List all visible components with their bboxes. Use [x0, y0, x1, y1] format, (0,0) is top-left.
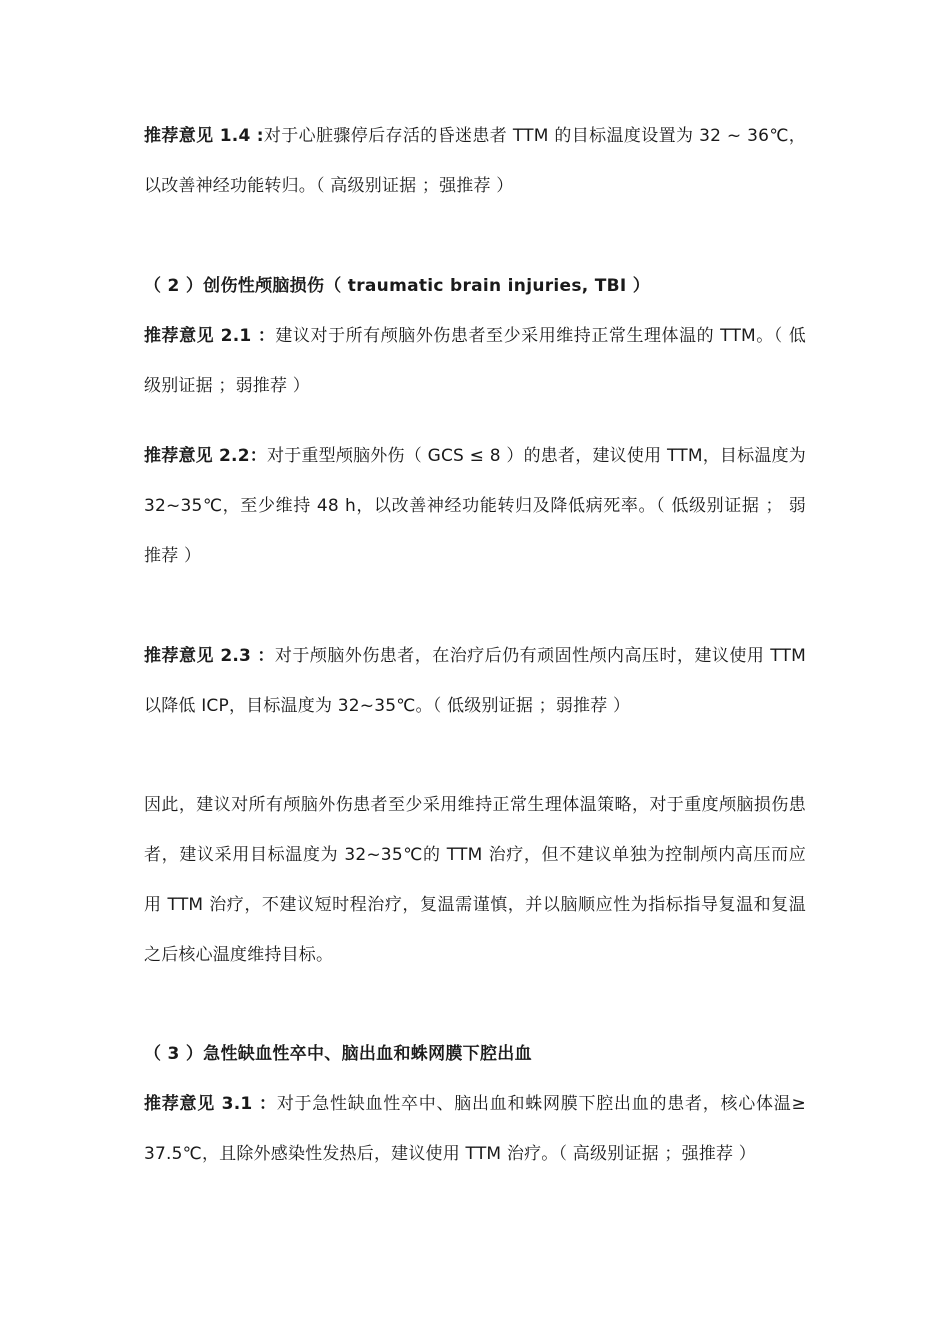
- section-heading-stroke: （ 3 ）急性缺血性卒中、脑出血和蛛网膜下腔出血: [144, 1044, 532, 1064]
- recommendation-label: 推荐意见 3.1 ：: [144, 1094, 277, 1114]
- recommendation-2-2: [144, 431, 806, 581]
- summary-paragraph: 因此，建议对所有颅脑外伤患者至少采用维持正常生理体温策略，对于重度颅脑损伤患者，建议采用目标温度为 32~35℃的 TTM 治疗，但不建议单独为控制颅内高压而应用 TTM 治疗，不建议短时程治疗，复温需谨慎，并以脑顺应性为指标指导复温和复温之后核心温度维持目标。: [144, 795, 806, 965]
- recommendation-text: 对于心脏骤停后存活的昏迷患者 TTM 的目标温度设置为 32 ~ 36℃，以改善神经功能转归。（ 高级别证据 ；强推荐 ）: [144, 126, 806, 196]
- recommendation-text: 对于重型颅脑外伤（ GCS ≤ 8 ）的患者，建议使用 TTM，目标温度为 32~35℃，至少维持 48 h，以改善神经功能转归及降低病死率。（ 低级别证据 ； 弱推荐 ）: [144, 446, 807, 566]
- recommendation-2-3: [144, 631, 806, 731]
- recommendation-label: 推荐意见 2.3 ：: [144, 646, 275, 666]
- recommendation-label: 推荐意见 1.4 :: [144, 126, 264, 146]
- recommendation-text: 对于颅脑外伤患者，在治疗后仍有顽固性颅内高压时，建议使用 TTM 以降低 ICP，目标温度为 32~35℃。（ 低级别证据 ；弱推荐 ）: [144, 646, 806, 716]
- section-heading-tbi: （ 2 ）创伤性颅脑损伤（ traumatic brain injuries, TBI ）: [144, 276, 651, 296]
- recommendation-1-4: [144, 111, 806, 211]
- recommendation-text: 对于急性缺血性卒中、脑出血和蛛网膜下腔出血的患者，核心体温≥ 37.5℃，且除外感染性发热后，建议使用 TTM 治疗。（ 高级别证据 ；强推荐 ）: [144, 1094, 807, 1164]
- recommendation-text: 建议对于所有颅脑外伤患者至少采用维持正常生理体温的 TTM。（ 低级别证据 ；弱推荐 ）: [144, 326, 807, 396]
- recommendation-2-1: [144, 311, 806, 411]
- recommendation-3-1: [144, 1079, 806, 1179]
- recommendation-label: 推荐意见 2.2：: [144, 446, 267, 466]
- recommendation-label: 推荐意见 2.1 ：: [144, 326, 276, 346]
